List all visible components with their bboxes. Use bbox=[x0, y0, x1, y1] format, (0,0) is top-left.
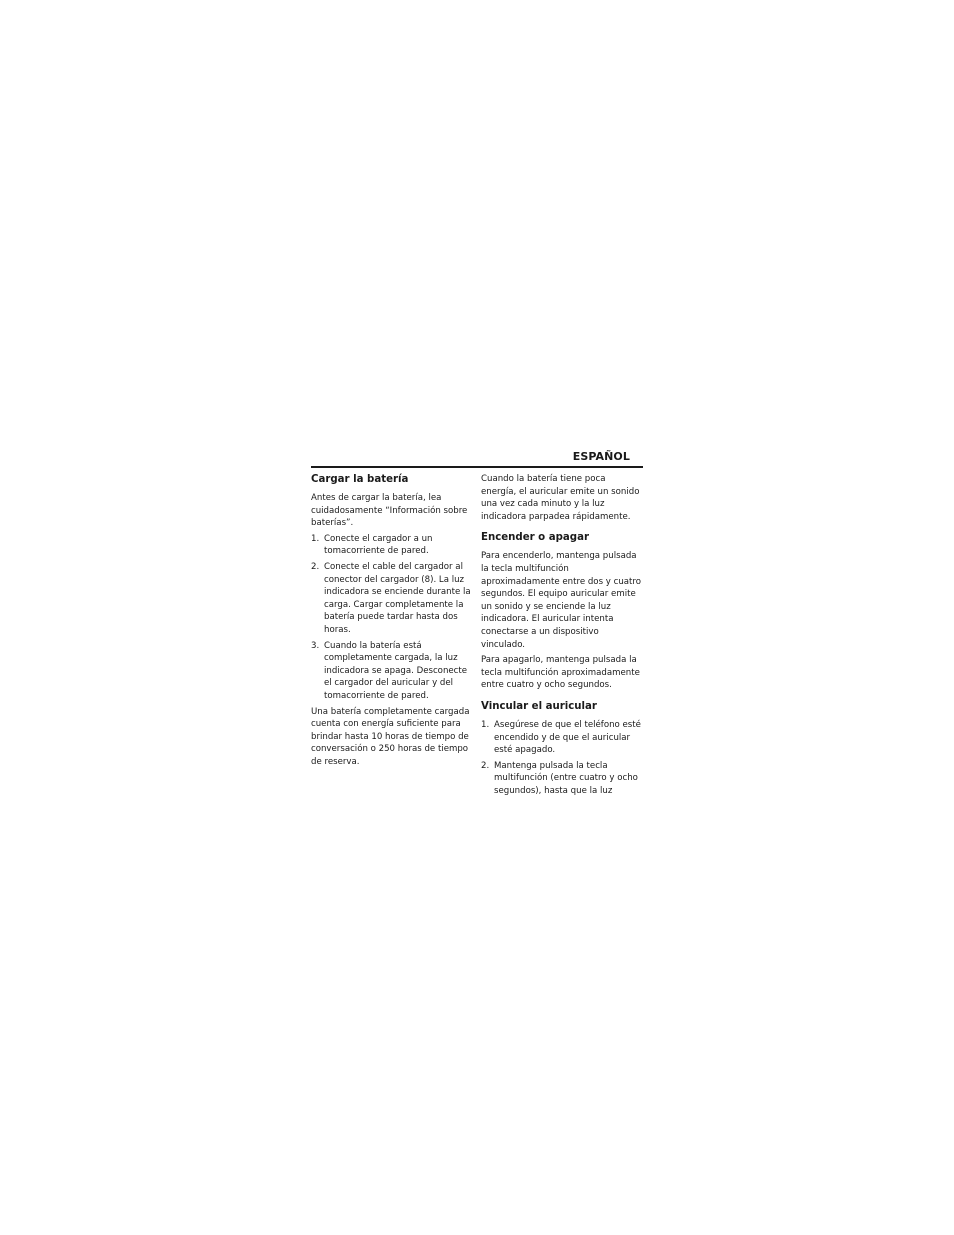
step-number: 3. bbox=[311, 640, 320, 651]
list-item bbox=[481, 719, 643, 757]
list-item bbox=[311, 640, 471, 703]
right-column bbox=[481, 473, 643, 800]
step-number: 1. bbox=[311, 533, 320, 544]
charge-steps-list bbox=[311, 533, 471, 703]
list-item bbox=[311, 533, 471, 558]
step-text: Conecte el cargador a un tomacorriente de pared. bbox=[324, 533, 433, 557]
charge-closing: Una batería completamente cargada cuenta con energía suficiente para brindar hasta 10 horas de tiempo de conversación o 250 horas de tiempo de reserva. bbox=[311, 706, 470, 767]
page-header bbox=[311, 449, 643, 465]
left-column bbox=[311, 473, 471, 771]
section-title-pairing: Vincular el auricular bbox=[481, 700, 597, 712]
charge-intro: Antes de cargar la batería, lea cuidadosamente “Información sobre baterías”. bbox=[311, 493, 468, 529]
step-text: Cuando la batería está completamente cargada, la luz indicadora se apaga. Desconecte el cargador del auricular y del tomacorriente de pared. bbox=[324, 640, 468, 701]
power-off-text: Para apagarlo, mantenga pulsada la tecla multifunción aproximadamente entre cuatro y ocho segundos. bbox=[481, 655, 640, 691]
step-text: Mantenga pulsada la tecla multifunción (entre cuatro y ocho segundos), hasta que la luz bbox=[494, 760, 638, 796]
section-title-power: Encender o apagar bbox=[481, 532, 589, 544]
step-text: Asegúrese de que el teléfono esté encendido y de que el auricular esté apagado. bbox=[494, 719, 641, 756]
manual-page bbox=[311, 449, 643, 796]
step-number: 1. bbox=[481, 719, 490, 730]
list-item bbox=[481, 760, 643, 798]
header-rule bbox=[311, 466, 643, 468]
pair-steps-list bbox=[481, 719, 643, 798]
step-text: Conecte el cable del cargador al conector del cargador (8). La luz indicadora se enciende durante la carga. Cargar completamente la batería puede tardar hasta dos horas. bbox=[324, 561, 471, 635]
power-on-text: Para encenderlo, mantenga pulsada la tecla multifunción aproximadamente entre dos y cuatro segundos. El equipo auricular emite un sonido y se enciende la luz indicadora. El auricular intenta conectarse a un dispositivo vinculado. bbox=[481, 551, 641, 650]
language-label: ESPAÑOL bbox=[572, 450, 630, 463]
list-item bbox=[311, 561, 471, 637]
low-battery-text: Cuando la batería tiene poca energía, el auricular emite un sonido una vez cada minuto y la luz indicadora parpadea rápidamente. bbox=[481, 474, 640, 522]
step-number: 2. bbox=[481, 760, 490, 771]
step-number: 2. bbox=[311, 561, 320, 572]
section-title-charge-battery: Cargar la batería bbox=[311, 474, 409, 485]
